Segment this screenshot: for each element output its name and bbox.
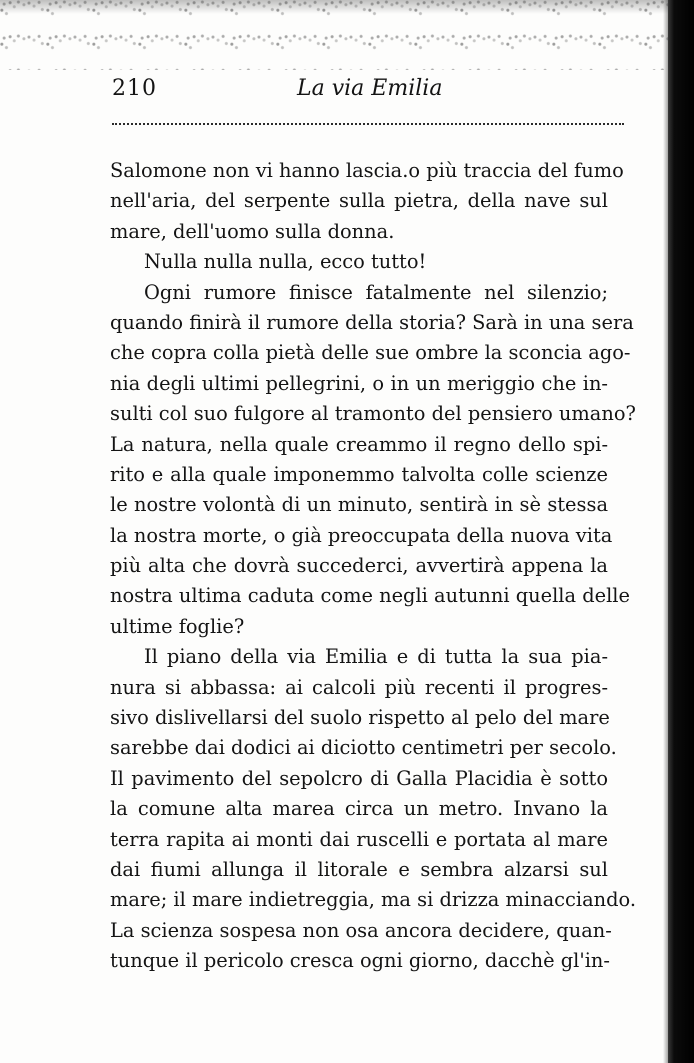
text-line: nia degli ultimi pellegrini, o in un meriggio che in-: [110, 371, 608, 395]
text-line: Il piano della via Emilia e di tutta la sua pia-: [144, 645, 608, 669]
binding-edge: [668, 0, 694, 1063]
text-line: la nostra morte, o già preoccupata della nuova vita: [110, 523, 613, 547]
text-line: sarebbe dai dodici ai diciotto centimetri per secolo.: [110, 736, 617, 760]
text-line: nostra ultima caduta come negli autunni quella delle: [110, 584, 630, 608]
text-line: Il pavimento del sepolcro di Galla Placidia è sotto: [110, 766, 608, 790]
text-line: Salomone non vi hanno lascia.o più traccia del fumo: [110, 159, 624, 182]
text-line: La scienza sospesa non osa ancora decidere, quan-: [110, 918, 612, 942]
header-rule: [112, 123, 624, 125]
scan-noise: [0, 0, 694, 70]
text-line: le nostre volontà di un minuto, sentirà in sè stessa: [110, 493, 608, 517]
text-line: nell'aria, del serpente sulla pietra, della nave sul: [110, 189, 608, 213]
text-line: mare, dell'uomo sulla donna.: [110, 219, 395, 243]
text-line: Ogni rumore finisce fatalmente nel silenzio;: [144, 280, 608, 304]
running-title: La via Emilia: [297, 76, 443, 101]
body-text: [110, 156, 637, 977]
text-line: rito e alla quale imponemmo talvolta colle scienze: [110, 462, 608, 486]
text-line: che copra colla pietà delle sue ombre la sconcia ago-: [110, 341, 631, 365]
text-line: tunque il pericolo cresca ogni giorno, dacchè gl'in-: [110, 949, 610, 973]
page-header: [112, 72, 624, 112]
text-line: ultime foglie?: [110, 614, 245, 638]
text-line: dai fiumi allunga il litorale e sembra alzarsi sul: [110, 857, 608, 881]
text-line: la comune alta marea circa un metro. Invano la: [110, 797, 608, 821]
text-line: sivo dislivellarsi del suolo rispetto al pelo del mare: [110, 706, 610, 730]
text-line: quando finirà il rumore della storia? Sarà in una sera: [110, 310, 634, 334]
text-line: La natura, nella quale creammo il regno dello spi-: [110, 432, 608, 456]
text-line: Nulla nulla nulla, ecco tutto!: [144, 250, 427, 274]
text-line: più alta che dovrà succederci, avvertirà appena la: [110, 554, 608, 578]
text-line: nura si abbassa: ai calcoli più recenti il progres-: [110, 675, 608, 699]
text-line: mare; il mare indietreggia, ma si drizza minacciando.: [110, 888, 637, 912]
page-number: 210: [112, 76, 157, 101]
text-line: sulti col suo fulgore al tramonto del pensiero umano?: [110, 402, 636, 426]
text-line: terra rapita ai monti dai ruscelli e portata al mare: [110, 827, 608, 851]
